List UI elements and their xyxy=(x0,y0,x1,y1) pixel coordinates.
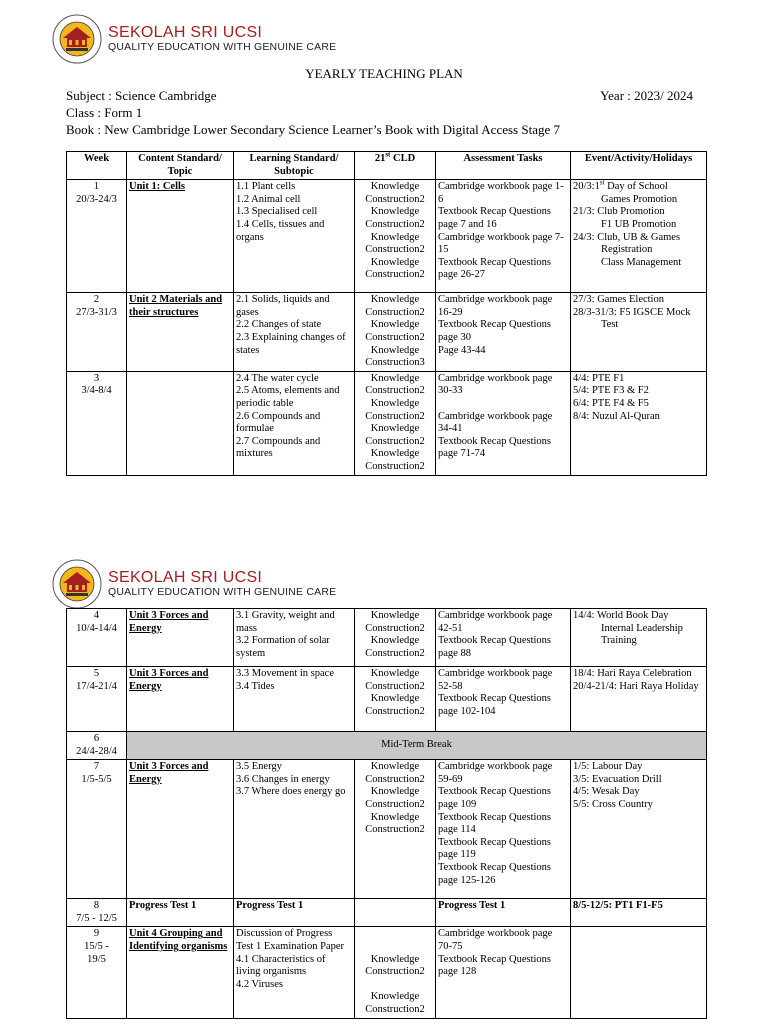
event-text: Test xyxy=(601,319,619,331)
header-learning-line-1: Learning Standard/ xyxy=(249,153,339,164)
cld-text: Knowledge xyxy=(370,953,420,965)
cld-cell xyxy=(355,667,436,732)
cld-text: Construction2 xyxy=(365,218,425,230)
cld-text: Knowledge xyxy=(370,786,420,798)
event-cell xyxy=(571,899,707,927)
cld-spacer xyxy=(357,928,433,953)
cld-text: Knowledge xyxy=(370,423,420,435)
learning-text: 2.2 Changes of state xyxy=(236,319,322,331)
event-text: 3/5: Evacuation Drill xyxy=(573,773,662,785)
learning-text: 1.2 Animal cell xyxy=(236,193,301,205)
assessment-text: Textbook Recap Questions page 109 xyxy=(438,786,551,810)
table-row xyxy=(67,667,707,732)
event-text: Registration xyxy=(601,244,653,256)
table-row xyxy=(67,899,707,927)
week-text: 9 xyxy=(93,928,100,940)
content-cell xyxy=(127,293,234,372)
learning-cell xyxy=(234,667,355,732)
assessment-text: Cambridge workbook page 34-41 xyxy=(438,410,553,435)
learning-text: 2.3 Explaining changes of states xyxy=(236,331,346,356)
learning-text: 3.4 Tides xyxy=(236,680,275,692)
school-motto: QUALITY EDUCATION WITH GENUINE CARE xyxy=(108,586,337,598)
event-text: 1/5: Labour Day xyxy=(573,761,643,773)
table-row xyxy=(67,927,707,1018)
week-text: 15/5 - xyxy=(84,940,109,952)
event-text: 20/3:1st Day of School xyxy=(573,178,668,193)
header-content-line-2: Topic xyxy=(167,165,193,177)
content-cell xyxy=(127,927,234,1018)
assessment-text: Cambridge workbook page 30-33 xyxy=(438,372,553,397)
learning-cell xyxy=(234,760,355,899)
assessment-text: Textbook Recap Questions page 30 xyxy=(438,319,551,343)
cld-text: Construction2 xyxy=(365,244,425,256)
cld-text: Construction3 xyxy=(365,357,425,369)
week-cell xyxy=(67,667,127,732)
learning-text: 2.6 Compounds and formulae xyxy=(236,410,321,435)
event-cell xyxy=(571,760,707,899)
learning-text: 3.3 Movement in space xyxy=(236,668,334,679)
assessment-text: Cambridge workbook page 7-15 xyxy=(438,231,564,256)
event-cell xyxy=(571,667,707,732)
assessment-text: Cambridge workbook page 70-75 xyxy=(438,928,553,952)
assessment-text: Textbook Recap Questions page 125-126 xyxy=(438,861,551,886)
week-text: 1 xyxy=(93,181,100,193)
event-cell xyxy=(571,371,707,475)
event-cell xyxy=(571,293,707,372)
assessment-text: Textbook Recap Questions page 7 and 16 xyxy=(438,206,551,230)
learning-cell xyxy=(234,293,355,372)
week-text: 1/5-5/5 xyxy=(81,773,112,785)
learning-text: 1.1 Plant cells xyxy=(236,181,296,193)
assessment-cell xyxy=(436,293,571,372)
learning-text: 1.4 Cells, tissues and organs xyxy=(236,218,325,243)
learning-text: 3.2 Formation of solar system xyxy=(236,635,330,659)
learning-text: 3.6 Changes in energy xyxy=(236,773,330,785)
cld-cell xyxy=(355,899,436,927)
event-text: Internal Leadership xyxy=(601,622,683,634)
cld-cell xyxy=(355,293,436,372)
cld-text: Construction2 xyxy=(365,680,425,692)
week-text: 3/4-8/4 xyxy=(81,385,112,397)
unit-title: Unit 3 Forces and Energy xyxy=(129,761,209,785)
cld-text: Knowledge xyxy=(370,319,420,331)
cld-text: Construction2 xyxy=(365,460,425,472)
unit-title: Unit 3 Forces and Energy xyxy=(129,668,209,692)
unit-title: Progress Test 1 xyxy=(129,900,197,912)
assessment-text: Textbook Recap Questions page 128 xyxy=(438,953,551,978)
unit-title: Unit 3 Forces and Energy xyxy=(129,610,209,634)
content-cell xyxy=(127,371,234,475)
event-text: 8/4: Nuzul Al-Quran xyxy=(573,410,660,422)
assessment-text: Progress Test 1 xyxy=(438,900,506,912)
learning-text: 2.1 Solids, liquids and gases xyxy=(236,294,330,318)
assessment-cell xyxy=(436,371,571,475)
assessment-cell xyxy=(436,899,571,927)
learning-text: 2.5 Atoms, elements and periodic table xyxy=(236,385,340,409)
event-cell xyxy=(571,180,707,293)
learning-text: 2.4 The water cycle xyxy=(236,372,319,384)
unit-title: Unit 1: Cells xyxy=(129,181,185,193)
week-cell xyxy=(67,293,127,372)
table-row xyxy=(67,609,707,667)
cld-cell xyxy=(355,180,436,293)
teaching-plan-table xyxy=(66,151,707,476)
assessment-text: Textbook Recap Questions page 88 xyxy=(438,635,551,659)
cld-cell xyxy=(355,371,436,475)
assessment-text: Cambridge workbook page 42-51 xyxy=(438,610,553,634)
week-text: 24/4-28/4 xyxy=(76,745,117,757)
assessment-cell xyxy=(436,609,571,667)
cld-text: Knowledge xyxy=(370,761,420,773)
cld-cell xyxy=(355,760,436,899)
event-text: 28/3-31/3: F5 IGSCE Mock xyxy=(573,306,691,318)
assessment-text: Textbook Recap Questions page 114 xyxy=(438,811,551,836)
assessment-text: Page 43-44 xyxy=(438,344,486,356)
cld-text: Knowledge xyxy=(370,344,420,356)
week-text: 20/3-24/3 xyxy=(76,193,117,205)
learning-cell xyxy=(234,609,355,667)
learning-cell xyxy=(234,180,355,293)
header-content-line-1: Content Standard/ xyxy=(138,153,222,164)
cld-text: Knowledge xyxy=(370,397,420,409)
content-cell xyxy=(127,667,234,732)
school-logo-icon xyxy=(52,14,102,64)
assessment-text: Textbook Recap Questions page 71-74 xyxy=(438,435,551,460)
event-text: 4/4: PTE F1 xyxy=(573,372,625,384)
event-text: 27/3: Games Election xyxy=(573,294,664,306)
break-cell: Mid-Term Break xyxy=(127,732,707,760)
school-logo-icon xyxy=(52,559,102,609)
header-cld-sup: st xyxy=(385,150,391,159)
cld-text: Knowledge xyxy=(370,448,420,460)
learning-text: 4.2 Viruses xyxy=(236,978,284,990)
learning-text: Discussion of Progress Test 1 Examination Paper xyxy=(236,928,345,952)
content-cell xyxy=(127,760,234,899)
week-text: 7/5 - 12/5 xyxy=(76,912,117,924)
header-learning-standard xyxy=(234,152,355,180)
cld-cell xyxy=(355,609,436,667)
cld-text: Construction2 xyxy=(365,966,425,978)
event-text: 18/4: Hari Raya Celebration xyxy=(573,668,692,679)
week-text: 5 xyxy=(93,668,100,679)
cld-text: Construction2 xyxy=(365,705,425,717)
cld-text: Construction2 xyxy=(365,269,425,281)
learning-cell xyxy=(234,899,355,927)
event-cell xyxy=(571,609,707,667)
learning-text: 2.7 Compounds and mixtures xyxy=(236,435,321,460)
page-2 xyxy=(0,545,768,1024)
cld-text: Construction2 xyxy=(365,306,425,318)
cld-text: Construction2 xyxy=(365,385,425,397)
learning-text: 4.1 Characteristics of living organisms xyxy=(236,953,326,978)
event-text: F1 UB Promotion xyxy=(601,218,677,230)
learning-text: 3.5 Energy xyxy=(236,761,282,773)
event-text: Games Promotion xyxy=(601,193,678,205)
learning-text: Progress Test 1 xyxy=(236,900,304,912)
event-text: 4/5: Wesak Day xyxy=(573,786,640,798)
content-cell xyxy=(127,899,234,927)
cld-text: Knowledge xyxy=(370,811,420,823)
event-cell xyxy=(571,927,707,1018)
event-text: 6/4: PTE F4 & F5 xyxy=(573,397,649,409)
week-text: 3 xyxy=(93,372,100,384)
school-name: SEKOLAH SRI UCSI xyxy=(108,569,263,586)
week-text: 4 xyxy=(93,610,100,621)
assessment-text: Cambridge workbook page 1-6 xyxy=(438,181,564,205)
week-text: 2 xyxy=(93,294,100,306)
cld-text: Construction2 xyxy=(365,410,425,422)
cld-text xyxy=(357,979,433,992)
cld-text: Knowledge xyxy=(370,372,420,384)
week-cell xyxy=(67,927,127,1018)
cld-text: Construction2 xyxy=(365,622,425,634)
school-header xyxy=(52,559,472,611)
header-week: Week xyxy=(67,152,127,180)
assessment-text: Textbook Recap Questions page 102-104 xyxy=(438,693,551,717)
learning-cell xyxy=(234,927,355,1018)
table-row xyxy=(67,732,707,760)
cld-text: Knowledge xyxy=(370,231,420,243)
table-row xyxy=(67,371,707,475)
cld-cell xyxy=(355,927,436,1018)
unit-title: Unit 2 Materials and their structures xyxy=(129,294,223,318)
class-line: Class : Form 1 xyxy=(66,105,143,120)
table-row xyxy=(67,293,707,372)
event-text: 8/5-12/5: PT1 F1-F5 xyxy=(573,900,663,912)
header-content-standard xyxy=(127,152,234,180)
week-text: 6 xyxy=(93,733,100,744)
cld-text: Knowledge xyxy=(370,991,420,1003)
cld-text: Construction2 xyxy=(365,193,425,205)
content-cell xyxy=(127,180,234,293)
assessment-cell xyxy=(436,927,571,1018)
learning-text: 3.7 Where does energy go xyxy=(236,786,346,798)
week-cell xyxy=(67,609,127,667)
week-text: 8 xyxy=(93,900,100,912)
teaching-plan-table-continued xyxy=(66,608,707,1019)
header-cld-text: CLD xyxy=(390,153,416,164)
assessment-cell xyxy=(436,760,571,899)
cld-text: Knowledge xyxy=(370,256,420,268)
header-learning-line-2: Subtopic xyxy=(274,165,314,177)
table-row xyxy=(67,760,707,899)
cld-text: Knowledge xyxy=(370,181,420,193)
cld-text: Knowledge xyxy=(370,294,420,306)
event-text: Class Management xyxy=(601,256,682,268)
learning-text: 3.1 Gravity, weight and mass xyxy=(236,610,335,634)
week-cell xyxy=(67,760,127,899)
document-title: YEARLY TEACHING PLAN xyxy=(305,66,463,81)
cld-text: Construction2 xyxy=(365,798,425,810)
cld-text: Construction2 xyxy=(365,331,425,343)
unit-title: Unit 4 Grouping and Identifying organisms xyxy=(129,928,228,952)
week-cell xyxy=(67,180,127,293)
learning-cell xyxy=(234,371,355,475)
learning-text: 1.3 Specialised cell xyxy=(236,206,318,218)
school-name: SEKOLAH SRI UCSI xyxy=(108,24,263,41)
cld-text: Knowledge xyxy=(370,635,420,647)
cld-text: Construction2 xyxy=(365,773,425,785)
cld-text: Construction2 xyxy=(365,824,425,836)
week-text: 10/4-14/4 xyxy=(76,622,117,634)
assessment-cell xyxy=(436,180,571,293)
subject-line: Subject : Science Cambridge xyxy=(66,88,217,103)
header-assessment: Assessment Tasks xyxy=(436,152,571,180)
week-text: 7 xyxy=(93,761,100,773)
content-cell xyxy=(127,609,234,667)
event-text: Training xyxy=(601,635,637,647)
week-cell xyxy=(67,732,127,760)
event-text: 24/3: Club, UB & Games xyxy=(573,231,681,243)
assessment-text: Textbook Recap Questions page 26-27 xyxy=(438,256,551,281)
book-line: Book : New Cambridge Lower Secondary Science Learner’s Book with Digital Access Stage 7 xyxy=(66,122,560,137)
assessment-text: Textbook Recap Questions page 119 xyxy=(438,836,551,861)
page-1 xyxy=(0,0,768,500)
assessment-text: Cambridge workbook page 52-58 xyxy=(438,668,553,692)
week-cell xyxy=(67,371,127,475)
year-line: Year : 2023/ 2024 xyxy=(600,88,693,103)
cld-text: Construction2 xyxy=(365,1003,425,1015)
header-event: Event/Activity/Holidays xyxy=(571,152,707,180)
cld-text: Knowledge xyxy=(370,668,420,679)
week-text: 17/4-21/4 xyxy=(76,680,117,692)
table-row xyxy=(67,180,707,293)
week-cell xyxy=(67,899,127,927)
header-cld-number: 21 xyxy=(374,153,386,164)
assessment-text xyxy=(438,398,568,411)
school-motto: QUALITY EDUCATION WITH GENUINE CARE xyxy=(108,41,337,53)
week-text: 19/5 xyxy=(87,953,106,965)
assessment-text: Cambridge workbook page 16-29 xyxy=(438,294,553,318)
cld-text: Construction2 xyxy=(365,647,425,659)
event-text: 20/4-21/4: Hari Raya Holiday xyxy=(573,680,699,692)
event-text: 5/5: Cross Country xyxy=(573,798,653,810)
cld-text: Knowledge xyxy=(370,206,420,218)
event-text: 21/3: Club Promotion xyxy=(573,206,665,218)
week-text: 27/3-31/3 xyxy=(76,306,117,318)
event-sup: st xyxy=(599,178,605,187)
assessment-text: Cambridge workbook page 59-69 xyxy=(438,761,553,785)
cld-text: Knowledge xyxy=(370,610,420,621)
table-header-row xyxy=(67,152,707,180)
event-text: 5/4: PTE F3 & F2 xyxy=(573,385,649,397)
school-header xyxy=(52,14,472,66)
event-text: 14/4: World Book Day xyxy=(573,610,669,621)
cld-text: Knowledge xyxy=(370,693,420,705)
cld-text: Construction2 xyxy=(365,435,425,447)
header-cld xyxy=(355,152,436,180)
assessment-cell xyxy=(436,667,571,732)
